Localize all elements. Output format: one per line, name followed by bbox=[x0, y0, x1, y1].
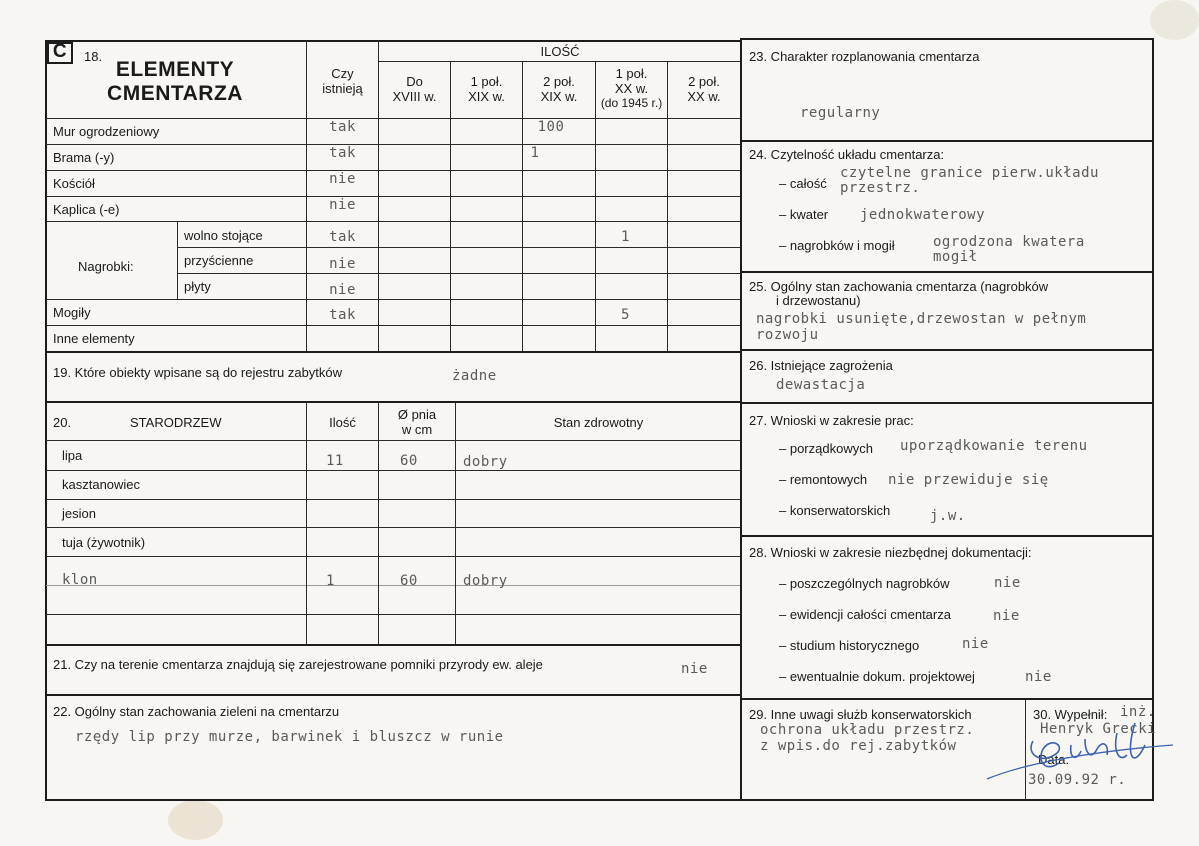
section-20-title: STARODRZEW bbox=[130, 415, 222, 430]
section-28-label: 28. Wnioski w zakresie niezbędnej dokumentacji: bbox=[749, 545, 1032, 560]
section-number: 18. bbox=[84, 49, 103, 64]
section-22-value: rzędy lip przy murze, barwinek i bluszcz w runie bbox=[75, 729, 504, 745]
paper-stain bbox=[168, 800, 223, 840]
col-exists-header: Czy istnieją bbox=[322, 66, 363, 96]
section-25-value: rozwoju bbox=[756, 327, 819, 343]
col-health-header: Stan zdrowotny bbox=[553, 415, 644, 430]
section-24-item-value: przestrz. bbox=[840, 180, 921, 196]
section-letter: C bbox=[52, 41, 68, 62]
period-header: 2 poł. XIX w. bbox=[540, 74, 578, 104]
section-23-label: 23. Charakter rozplanowania cmentarza bbox=[749, 49, 980, 64]
section-24-item-value: czytelne granice pierw.układu bbox=[840, 165, 1099, 181]
section-24-item-label: – nagrobków i mogił bbox=[779, 238, 895, 253]
tree-qty: 1 bbox=[326, 573, 335, 589]
section-28-item-value: nie bbox=[962, 636, 989, 652]
period-header: Do XVIII w. bbox=[392, 74, 437, 104]
tree-name: jesion bbox=[62, 506, 96, 521]
section-20-number: 20. bbox=[53, 415, 72, 430]
row-label: Mogiły bbox=[53, 305, 91, 320]
section-29-label: 29. Inne uwagi służb konserwatorskich bbox=[749, 707, 972, 722]
row-label: Kaplica (-e) bbox=[53, 202, 120, 217]
section-24-item-value: mogił bbox=[933, 249, 978, 265]
tree-name: lipa bbox=[62, 448, 83, 463]
exists-value: nie bbox=[329, 256, 356, 272]
section-30-label: 30. Wypełnił: bbox=[1033, 707, 1108, 722]
section-25-value: nagrobki usunięte,drzewostan w pełnym bbox=[756, 311, 1087, 327]
section-29-value: ochrona układu przestrz. bbox=[760, 722, 975, 738]
col-qty-header: Ilość bbox=[329, 415, 356, 430]
section-28-item-value: nie bbox=[994, 575, 1021, 591]
section-24-item-label: – kwater bbox=[779, 207, 829, 222]
paper-stain bbox=[1150, 0, 1199, 40]
section-28-item-value: nie bbox=[993, 608, 1020, 624]
tree-health: dobry bbox=[463, 454, 508, 470]
tree-health: dobry bbox=[463, 573, 508, 589]
section-27-item-value: uporządkowanie terenu bbox=[900, 438, 1088, 454]
section-30-name: inż. bbox=[1120, 704, 1156, 720]
exists-value: tak bbox=[329, 307, 356, 323]
exists-value: nie bbox=[329, 171, 356, 187]
section-21-value: nie bbox=[681, 661, 708, 677]
section-30-date-label: Data: bbox=[1038, 752, 1070, 767]
exists-value: nie bbox=[329, 282, 356, 298]
tree-diam: 60 bbox=[400, 573, 418, 589]
section-27-item-value: nie przewiduje się bbox=[888, 472, 1049, 488]
tree-diam: 60 bbox=[400, 453, 418, 469]
section-25-label: 25. Ogólny stan zachowania cmentarza (nagrobków bbox=[749, 279, 1049, 294]
row-label: płyty bbox=[184, 279, 211, 294]
tree-name: klon bbox=[62, 572, 98, 588]
quantity-value: 5 bbox=[621, 307, 630, 323]
section-title-line2: CMENTARZA bbox=[107, 82, 243, 105]
section-30-date: 30.09.92 r. bbox=[1028, 772, 1127, 788]
row-label: Inne elementy bbox=[53, 331, 135, 346]
section-27-item-label: – remontowych bbox=[779, 472, 868, 487]
section-24-label: 24. Czytelność układu cmentarza: bbox=[749, 147, 945, 162]
handwritten-signature bbox=[985, 715, 1175, 785]
section-24-item-label: – całość bbox=[779, 176, 827, 191]
row-label: Mur ogrodzeniowy bbox=[53, 124, 160, 139]
tree-qty: 11 bbox=[326, 453, 344, 469]
exists-value: tak bbox=[329, 119, 356, 135]
row-label: Kościół bbox=[53, 176, 95, 191]
section-26-label: 26. Istniejące zagrożenia bbox=[749, 358, 893, 373]
row-label: Brama (-y) bbox=[53, 150, 115, 165]
section-19-value: żadne bbox=[452, 368, 497, 384]
section-25-label: i drzewostanu) bbox=[776, 293, 861, 308]
col-ilosc-header: ILOŚĆ bbox=[540, 44, 580, 59]
section-20-box bbox=[45, 401, 742, 646]
quantity-value: 100 bbox=[537, 119, 565, 135]
section-26-value: dewastacja bbox=[776, 377, 866, 393]
row-label: wolno stojące bbox=[184, 228, 263, 243]
section-23-value: regularny bbox=[800, 105, 881, 121]
period-header: 2 poł. XX w. bbox=[687, 74, 721, 104]
period-header: 1 poł. XX w. (do 1945 r.) bbox=[600, 66, 663, 110]
quantity-value: 1 bbox=[621, 229, 630, 245]
section-27-item-label: – konserwatorskich bbox=[779, 503, 891, 518]
section-27-item-label: – porządkowych bbox=[779, 441, 873, 456]
section-28-item-value: nie bbox=[1025, 669, 1052, 685]
section-24-item-value: jednokwaterowy bbox=[860, 207, 986, 223]
section-28-item-label: – ewentualnie dokum. projektowej bbox=[779, 669, 975, 684]
section-28-item-label: – poszczególnych nagrobków bbox=[779, 576, 950, 591]
section-30-name: Henryk Grecki bbox=[1040, 721, 1157, 737]
section-22-label: 22. Ogólny stan zachowania zieleni na cmentarzu bbox=[53, 704, 340, 719]
section-29-value: z wpis.do rej.zabytków bbox=[760, 738, 957, 754]
section-21-label: 21. Czy na terenie cmentarza znajdują się zarejestrowane pomniki przyrody ew. aleje bbox=[53, 657, 543, 672]
section-28-item-label: – ewidencji całości cmentarza bbox=[779, 607, 951, 622]
section-28-item-label: – studium historycznego bbox=[779, 638, 920, 653]
exists-value: tak bbox=[329, 229, 356, 245]
col-diam-header: Ø pnia w cm bbox=[397, 407, 437, 437]
section-19-label: 19. Które obiekty wpisane są do rejestru zabytków bbox=[53, 365, 343, 380]
row-label: przyścienne bbox=[184, 253, 254, 268]
exists-value: nie bbox=[329, 197, 356, 213]
exists-value: tak bbox=[329, 145, 356, 161]
tree-name: tuja (żywotnik) bbox=[62, 535, 146, 550]
tree-name: kasztanowiec bbox=[62, 477, 141, 492]
period-header: 1 poł. XIX w. bbox=[468, 74, 505, 104]
nagrobki-label: Nagrobki: bbox=[78, 259, 134, 274]
section-title-line1: ELEMENTY bbox=[115, 58, 235, 81]
section-27-label: 27. Wnioski w zakresie prac: bbox=[749, 413, 914, 428]
section-27-item-value: j.w. bbox=[930, 508, 966, 524]
section-24-item-value: ogrodzona kwatera bbox=[933, 234, 1085, 250]
quantity-value: 1 bbox=[530, 145, 540, 161]
